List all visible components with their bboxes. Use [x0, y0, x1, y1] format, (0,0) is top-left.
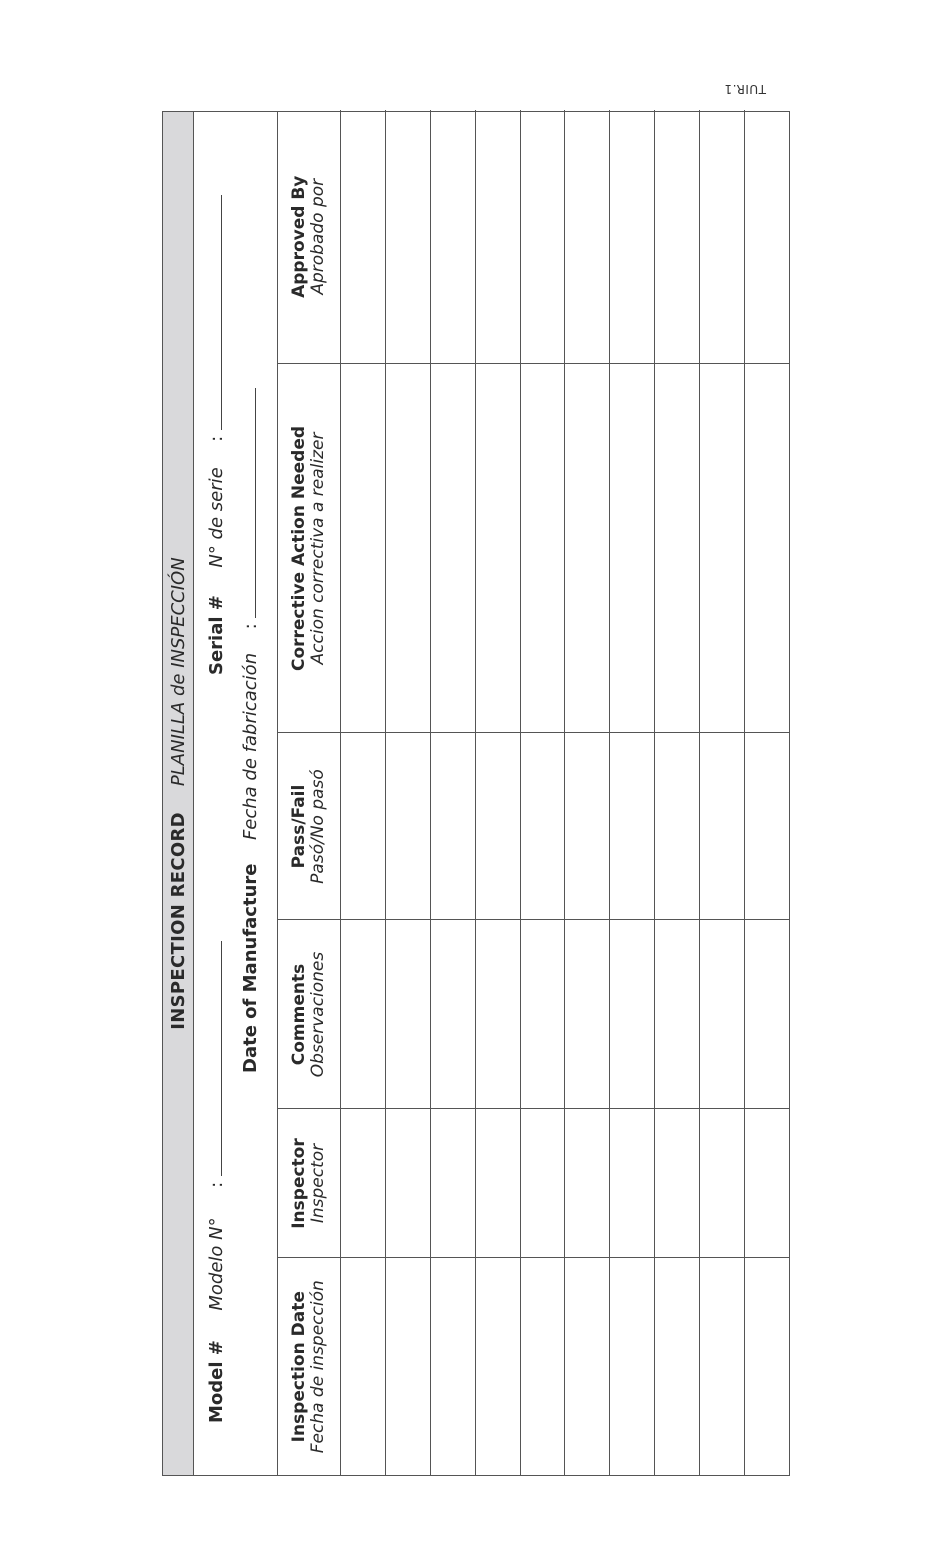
table-cell[interactable] — [655, 733, 700, 920]
title-bar — [163, 112, 194, 1475]
table-cell[interactable] — [565, 1258, 610, 1475]
serial-colon: : — [206, 435, 227, 442]
table-cell[interactable] — [520, 110, 565, 364]
table-cell[interactable] — [475, 110, 520, 364]
serial-field — [205, 112, 227, 675]
column-header — [278, 1109, 341, 1258]
table-cell[interactable] — [700, 1109, 745, 1258]
table-row — [700, 110, 745, 1475]
table-cell[interactable] — [700, 1258, 745, 1475]
table-cell[interactable] — [520, 920, 565, 1109]
manufacture-date-label-spanish: Fecha de fabricación — [240, 652, 261, 841]
serial-input-line[interactable] — [205, 195, 222, 430]
table-cell[interactable] — [610, 733, 655, 920]
column-header-en: Inspector — [289, 1138, 309, 1229]
table-cell[interactable] — [700, 733, 745, 920]
table-cell[interactable] — [385, 1258, 430, 1475]
column-header-es: Inspector — [308, 1143, 328, 1224]
form-title: INSPECTION RECORD — [167, 812, 189, 1030]
table-cell[interactable] — [430, 364, 475, 733]
table-cell[interactable] — [565, 920, 610, 1109]
table-cell[interactable] — [341, 364, 386, 733]
manufacture-date-colon: : — [240, 623, 261, 630]
table-cell[interactable] — [341, 1258, 386, 1475]
table-cell[interactable] — [341, 920, 386, 1109]
serial-label-spanish: N° de serie — [206, 467, 227, 568]
table-cell[interactable] — [745, 920, 789, 1109]
serial-label: Serial # — [206, 595, 227, 675]
table-cell[interactable] — [475, 364, 520, 733]
column-header-en: Comments — [289, 963, 309, 1066]
column-header — [278, 1258, 341, 1475]
table-cell[interactable] — [565, 733, 610, 920]
table-row — [430, 110, 475, 1475]
table-cell[interactable] — [475, 1258, 520, 1475]
column-header — [278, 110, 341, 364]
column-header-es: Fecha de inspección — [308, 1280, 328, 1454]
table-cell[interactable] — [385, 110, 430, 364]
table-row — [385, 110, 430, 1475]
manufacture-date-label: Date of Manufacture — [240, 863, 261, 1073]
table-cell[interactable] — [655, 920, 700, 1109]
table-body — [341, 110, 790, 1475]
table-cell[interactable] — [475, 1109, 520, 1258]
table-cell[interactable] — [430, 1258, 475, 1475]
table-row — [341, 110, 386, 1475]
table-cell[interactable] — [385, 733, 430, 920]
table-cell[interactable] — [430, 733, 475, 920]
form-title-spanish: PLANILLA de INSPECCIÓN — [167, 557, 189, 787]
table-cell[interactable] — [610, 110, 655, 364]
inspection-table-wrapper — [277, 112, 789, 1475]
table-row — [610, 110, 655, 1475]
table-cell[interactable] — [341, 733, 386, 920]
table-cell[interactable] — [610, 920, 655, 1109]
manufacture-date-field — [239, 112, 261, 1073]
column-header-en: Approved By — [289, 175, 309, 298]
table-cell[interactable] — [341, 110, 386, 364]
table-row — [745, 110, 789, 1475]
column-header — [278, 733, 341, 920]
inspection-table — [278, 110, 789, 1475]
column-header-en: Corrective Action Needed — [289, 425, 309, 672]
column-header-es: Pasó/No pasó — [308, 769, 328, 884]
column-header — [278, 364, 341, 733]
table-cell[interactable] — [745, 1109, 789, 1258]
model-label-spanish: Modelo N° — [206, 1217, 227, 1311]
column-header-en: Pass/Fail — [289, 784, 309, 869]
table-row — [565, 110, 610, 1475]
manufacture-date-input-line[interactable] — [239, 388, 256, 618]
table-cell[interactable] — [520, 364, 565, 733]
table-cell[interactable] — [475, 920, 520, 1109]
table-cell[interactable] — [745, 1258, 789, 1475]
table-cell[interactable] — [700, 920, 745, 1109]
table-cell[interactable] — [745, 110, 789, 364]
table-cell[interactable] — [700, 110, 745, 364]
table-cell[interactable] — [430, 110, 475, 364]
table-cell[interactable] — [655, 1109, 700, 1258]
column-header-es: Aprobado por — [308, 178, 328, 295]
model-colon: : — [206, 1181, 227, 1188]
table-cell[interactable] — [430, 1109, 475, 1258]
table-cell[interactable] — [745, 364, 789, 733]
table-cell[interactable] — [475, 733, 520, 920]
table-row — [520, 110, 565, 1475]
table-cell[interactable] — [565, 110, 610, 364]
table-cell[interactable] — [610, 364, 655, 733]
table-cell[interactable] — [745, 733, 789, 920]
table-cell[interactable] — [655, 110, 700, 364]
table-header-row — [278, 110, 341, 1475]
page-code: TUIR.1 — [724, 82, 767, 96]
table-cell[interactable] — [341, 1109, 386, 1258]
table-row — [475, 110, 520, 1475]
table-cell[interactable] — [700, 364, 745, 733]
column-header — [278, 920, 341, 1109]
inspection-record-form — [162, 111, 790, 1476]
model-label: Model # — [206, 1340, 227, 1423]
column-header-es: Observaciones — [308, 951, 328, 1078]
table-cell[interactable] — [520, 733, 565, 920]
column-header-en: Inspection Date — [289, 1291, 309, 1443]
table-cell[interactable] — [610, 1109, 655, 1258]
table-cell[interactable] — [655, 364, 700, 733]
table-cell[interactable] — [385, 1109, 430, 1258]
table-cell[interactable] — [655, 1258, 700, 1475]
model-input-line[interactable] — [205, 941, 222, 1176]
table-cell[interactable] — [385, 920, 430, 1109]
table-cell[interactable] — [565, 364, 610, 733]
column-header-es: Accion correctiva a realizer — [308, 432, 328, 665]
table-cell[interactable] — [385, 364, 430, 733]
table-cell[interactable] — [520, 1109, 565, 1258]
table-cell[interactable] — [430, 920, 475, 1109]
table-cell[interactable] — [565, 1109, 610, 1258]
table-cell[interactable] — [520, 1258, 565, 1475]
table-row — [655, 110, 700, 1475]
table-cell[interactable] — [610, 1258, 655, 1475]
